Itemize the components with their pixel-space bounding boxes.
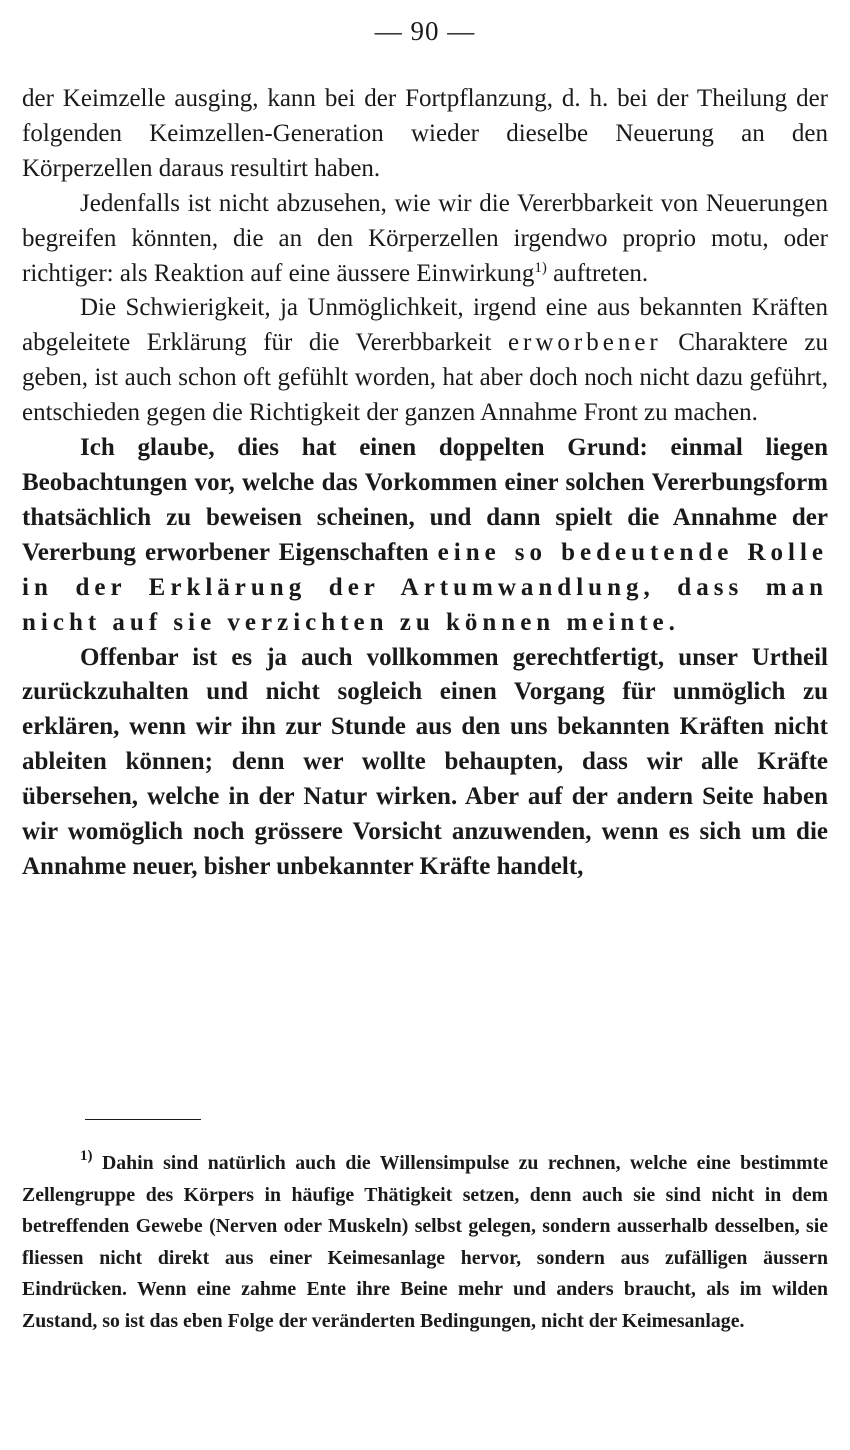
paragraph-3 [22,291,828,431]
footnote-reference: 1) [534,259,547,276]
footnote-divider [85,1119,201,1120]
paragraph-2 [22,187,828,292]
emphasized-phrase: eine so bedeutende Rolle in der Erklärung der Artumwandlung, dass man nicht auf sie verzichten zu können meinte. [22,538,828,636]
page-number: — 90 — [374,16,476,46]
paragraph-2-end: auftreten. [546,259,649,287]
paragraph-3-end: Charaktere zu geben, ist auch schon oft gefühlt worden, hat aber doch noch nicht dazu geführt, entschieden gegen die Richtigkeit der ganzen Annahme Front zu machen. [22,329,828,427]
emphasized-word: erworbener [507,329,662,357]
footnote [22,1148,828,1337]
paragraph-1: der Keimzelle ausging, kann bei der Fortpflanzung, d. h. bei der Theilung der folgenden Keimzellen-Generation wieder dieselbe Neuerung an den Körperzellen daraus resultirt haben. [22,85,828,182]
paragraph-2-text: Jedenfalls ist nicht abzusehen, wie wir die Vererbbarkeit von Neuerungen begreifen könnten, die an den Körperzellen irgendwo proprio motu, oder richtiger: als Reaktion auf eine äussere Einwirkung [22,189,828,287]
paragraph-5: Offenbar ist es ja auch vollkommen gerechtfertigt, unser Urtheil zurückzuhalten und nicht sogleich einen Vorgang für unmöglich zu erklären, wenn wir ihn zur Stunde aus den uns bekannten Kräften nicht ableiten können; denn wer wollte behaupten, dass wir alle Kräfte übersehen, welche in der Natur wirken. Aber auf der andern Seite haben wir womöglich noch grössere Vorsicht anzuwenden, wenn es sich um die Annahme neuer, bisher unbekannter Kräfte handelt, [22,643,828,880]
footnote-marker: 1) [80,1148,93,1164]
footnote-paragraph [22,1148,828,1337]
main-text [22,82,828,885]
paragraph-4-text: Ich glaube, dies hat einen doppelten Grund: einmal liegen Beobachtungen vor, welche das Vorkommen einer solchen Vererbungsform thatsächlich zu beweisen scheinen, und dann spielt die Annahme der Vererbung erworbener Eigenschaften [22,434,828,566]
paragraph-4 [22,431,828,640]
paragraph-3-text: Die Schwierigkeit, ja Unmöglichkeit, irgend eine aus bekannten Kräften abgeleitete Erklärung für die Vererbbarkeit [22,294,828,357]
footnote-text: Dahin sind natürlich auch die Willensimpulse zu rechnen, welche eine bestimmte Zellengruppe des Körpers in häufige Thätigkeit setzen, denn auch sie sind nicht in dem betreffenden Gewebe (Nerven oder Muskeln) selbst gelegen, sondern ausserhalb desselben, sie fliessen nicht direkt aus einer Keimesanlage hervor, sondern aus zufälligen äussern Eindrücken. Wenn eine zahme Ente ihre Beine mehr und anders braucht, als im wilden Zustand, so ist das eben Folge der veränderten Bedingungen, nicht der Keimesanlage. [22,1152,828,1332]
